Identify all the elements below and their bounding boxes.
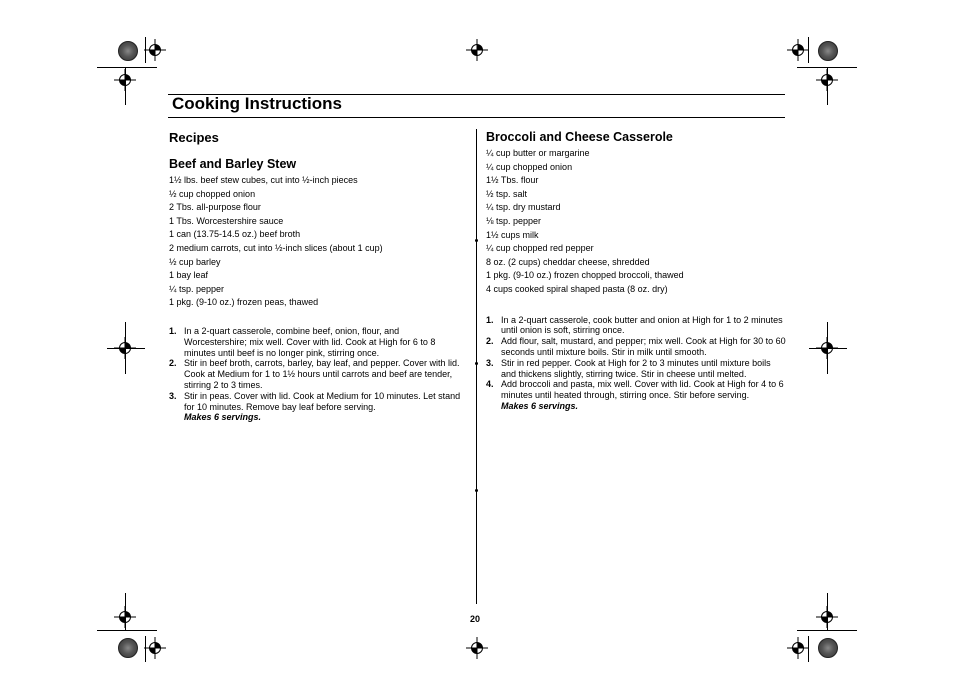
step-text: Stir in peas. Cover with lid. Cook at Medium for 10 minutes. Let stand for 10 minutes. Remove bay leaf before serving. <box>184 390 461 412</box>
registration-mark-icon <box>466 637 488 659</box>
step-number: 1. <box>169 325 177 336</box>
page-title: Cooking Instructions <box>172 94 342 113</box>
crop-line <box>827 67 828 105</box>
column-divider <box>476 129 477 604</box>
ingredient-item: 2 medium carrots, cut into ½-inch slices (about 1 cup) <box>169 242 383 253</box>
crop-line <box>809 348 847 349</box>
registration-mark-icon <box>144 39 166 61</box>
crop-line <box>125 593 126 631</box>
step-number: 2. <box>486 336 494 347</box>
ingredient-item: ½ tsp. salt <box>486 188 528 199</box>
step-list <box>486 315 786 401</box>
ingredient-item: 1 pkg. (9-10 oz.) frozen peas, thawed <box>169 297 319 308</box>
ingredient-item: 8 oz. (2 cups) cheddar cheese, shredded <box>486 256 650 267</box>
divider-dot <box>475 239 478 242</box>
ingredient-item: 1 can (13.75-14.5 oz.) beef broth <box>169 229 301 240</box>
step-item <box>486 336 786 358</box>
ingredient-list <box>169 174 461 310</box>
crop-line <box>808 37 809 63</box>
step-text: Add broccoli and pasta, mix well. Cover with lid. Cook at High for 4 to 6 minutes until heated through, stirring once. Stir before serving. <box>501 379 784 401</box>
step-number: 2. <box>169 358 177 369</box>
right-column <box>486 130 786 412</box>
crop-line <box>145 37 146 63</box>
step-number: 3. <box>169 390 177 401</box>
ingredient-item: 2 Tbs. all-purpose flour <box>169 202 261 213</box>
crop-line <box>145 636 146 662</box>
ingredient-item: 1 Tbs. Worcestershire sauce <box>169 215 284 226</box>
recipe-yield: Makes 6 servings. <box>501 400 579 411</box>
ingredient-item: ⅛ tsp. pepper <box>486 215 542 226</box>
step-item <box>486 358 786 380</box>
ingredient-item: ¼ cup chopped red pepper <box>486 243 594 254</box>
crop-line <box>808 636 809 662</box>
ingredient-item: ½ cup chopped onion <box>169 188 256 199</box>
color-bar-icon <box>818 638 838 658</box>
section-title: Recipes <box>169 130 219 145</box>
ingredient-item: 1 bay leaf <box>169 270 209 281</box>
step-text: Add flour, salt, mustard, and pepper; mix well. Cook at High for 30 to 60 seconds until mixture boils. Stir in milk until smooth. <box>501 336 786 357</box>
divider-dot <box>475 362 478 365</box>
ingredient-item: 4 cups cooked spiral shaped pasta (8 oz. dry) <box>486 283 668 294</box>
recipe-title-beef-barley-stew: Beef and Barley Stew <box>169 157 297 171</box>
color-bar-icon <box>118 41 138 61</box>
step-text: In a 2-quart casserole, cook butter and onion at High for 1 to 2 minutes until onion is soft, stirring once. <box>501 314 783 336</box>
step-item <box>486 315 786 337</box>
crop-line <box>97 630 157 631</box>
crop-line <box>125 67 126 105</box>
step-text: Stir in beef broth, carrots, barley, bay leaf, and pepper. Cover with lid. Cook at Medium for 1 to 1½ hours until carrots and beef are tender, stirring 2 to 3 times. <box>184 358 460 390</box>
ingredient-item: ¼ tsp. dry mustard <box>486 202 561 213</box>
registration-mark-icon <box>787 637 809 659</box>
left-column <box>169 130 461 423</box>
step-list <box>169 326 461 412</box>
ingredient-item: 1½ Tbs. flour <box>486 175 539 186</box>
ingredient-item: ¼ cup butter or margarine <box>486 148 590 158</box>
step-number: 1. <box>486 314 494 325</box>
recipe-yield: Makes 6 servings. <box>184 412 262 423</box>
color-bar-icon <box>118 638 138 658</box>
ingredient-item: 1 pkg. (9-10 oz.) frozen chopped broccoli, thawed <box>486 270 684 281</box>
step-item <box>486 379 786 401</box>
step-number: 3. <box>486 357 494 368</box>
color-bar-icon <box>818 41 838 61</box>
step-number: 4. <box>486 379 494 390</box>
step-item <box>169 326 461 358</box>
registration-mark-icon <box>144 637 166 659</box>
step-item <box>169 391 461 413</box>
crop-line <box>827 593 828 631</box>
crop-line <box>97 67 157 68</box>
ingredient-item: 1½ cups milk <box>486 229 539 240</box>
ingredient-item: 1½ lbs. beef stew cubes, cut into ½-inch pieces <box>169 175 358 185</box>
title-bottom-rule <box>168 117 785 118</box>
ingredient-list <box>486 147 786 297</box>
ingredient-item: ½ cup barley <box>169 256 221 267</box>
registration-mark-icon <box>466 39 488 61</box>
step-text: In a 2-quart casserole, combine beef, onion, flour, and Worcestershire; mix well. Cover with lid. Cook at High for 6 to 8 minutes until beef is no longer pink, stirring once. <box>184 325 436 358</box>
ingredient-item: ¼ tsp. pepper <box>169 283 225 294</box>
step-item <box>169 358 461 390</box>
divider-dot <box>475 489 478 492</box>
step-text: Stir in red pepper. Cook at High for 2 to 3 minutes until mixture boils and thickens slightly, stirring twice. Stir in cheese until melted. <box>501 357 771 379</box>
crop-line <box>107 348 145 349</box>
recipe-title-broccoli-cheese-casserole: Broccoli and Cheese Casserole <box>486 130 673 144</box>
registration-mark-icon <box>787 39 809 61</box>
ingredient-item: ¼ cup chopped onion <box>486 161 573 172</box>
page-number: 20 <box>470 614 481 624</box>
